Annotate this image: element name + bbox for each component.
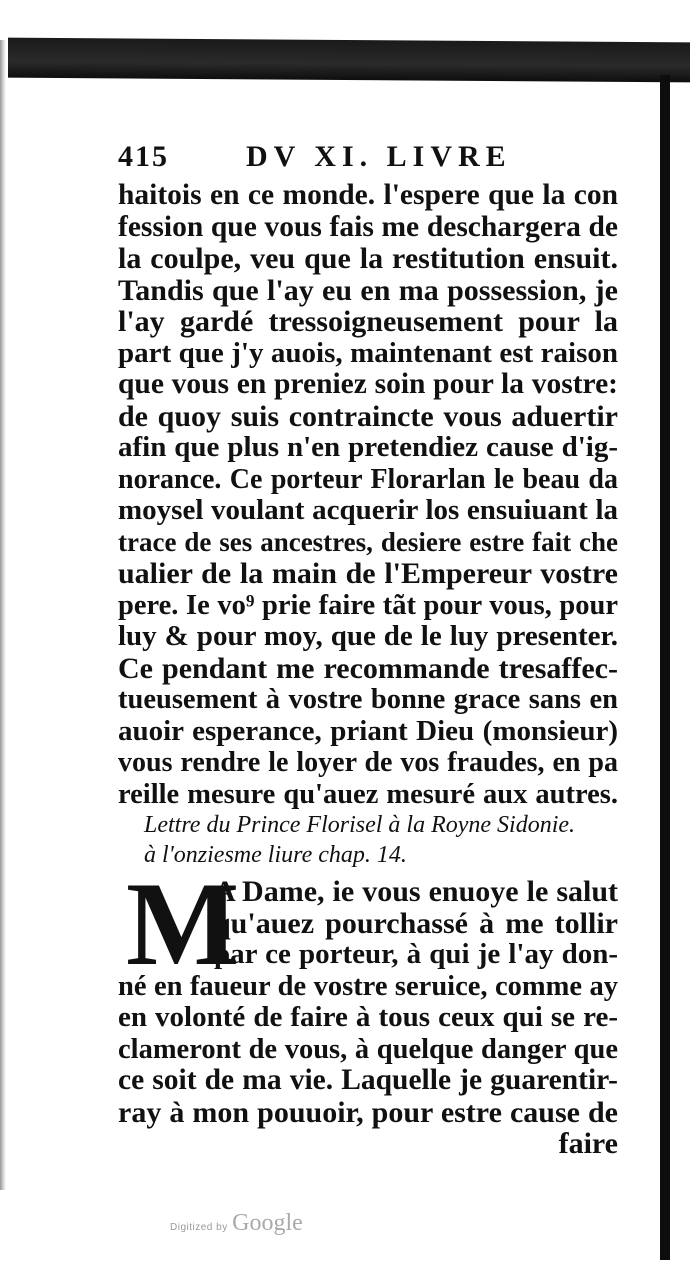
text-line: part que j'y auois, maintenant est raison xyxy=(118,336,618,369)
google-logo: Google xyxy=(232,1210,303,1236)
text-line: en volonté de faire à tous ceux qui se re- xyxy=(118,1001,618,1033)
page-number: 415 xyxy=(118,140,169,173)
text-line: tueusement à vostre bonne grace sans en xyxy=(118,684,618,715)
text-line: reille mesure qu'auez mesuré aux autres. xyxy=(118,778,618,810)
text-line: pere. Ie vo⁹ prie faire tãt pour vous, pour xyxy=(118,589,618,621)
text-line: trace de ses ancestres, desiere estre fait che xyxy=(118,526,618,557)
running-head: DV XI. LIVRE xyxy=(246,140,512,173)
text-line: l'ay gardé tressoigneusement pour la xyxy=(118,305,618,338)
text-line: fession que vous fais me deschargera de xyxy=(118,210,618,243)
text-line: luy & pour moy, que de le luy presenter. xyxy=(118,620,618,652)
text-line: Tandis que l'ay eu en ma possession, je xyxy=(118,273,618,307)
letter-text xyxy=(118,857,618,1160)
text-line: de quoy suis contraincte vous aduertir xyxy=(118,399,618,433)
letter-heading-line: Lettre du Prince Florisel à la Royne Sidonie. xyxy=(144,812,576,838)
text-line: norance. Ce porteur Florarlan le beau da xyxy=(118,463,618,495)
text-line: par ce porteur, à qui je l'ay don- xyxy=(214,938,618,970)
page-header xyxy=(118,140,618,180)
text-line: ray à mon pouuoir, pour estre cause de xyxy=(118,1095,618,1129)
text-line: qu'auez pourchassé à me tollir xyxy=(214,906,618,940)
book-page xyxy=(118,140,618,1160)
text-line: ce soit de ma vie. Laquelle je guarentir- xyxy=(118,1064,618,1096)
digitization-watermark xyxy=(170,1210,303,1237)
text-line: moysel voulant acquerir los ensuiuant la xyxy=(118,494,618,526)
text-line: auoir esperance, priant Dieu (monsieur) xyxy=(118,714,618,747)
text-line: clameront de vous, à quelque danger que xyxy=(118,1033,618,1065)
page-top-shadow xyxy=(8,38,690,83)
text-line: A Dame, ie vous enuoye le salut xyxy=(214,875,618,908)
text-line: Ce pendant me recommande tresaffec- xyxy=(118,651,618,685)
text-line: la coulpe, veu que la restitution ensuit. xyxy=(118,242,618,275)
body-text xyxy=(118,180,618,810)
text-line: que vous en preniez soin pour la vostre: xyxy=(118,368,618,400)
drop-cap: M xyxy=(126,857,240,990)
text-line: haitois en ce monde. l'espere que la con xyxy=(118,179,618,211)
digitized-by-text: Digitized by xyxy=(170,1222,228,1233)
catchword: faire xyxy=(558,1127,618,1160)
page-left-edge xyxy=(0,40,6,1190)
letter-heading-line: à l'onziesme liure chap. 14. xyxy=(144,842,407,868)
text-line: afin que plus n'en pretendiez cause d'ig- xyxy=(118,431,618,463)
text-line: né en faueur de vostre seruice, comme ay xyxy=(118,970,618,1002)
text-line: ualier de la main de l'Empereur vostre xyxy=(118,557,618,590)
page-right-border xyxy=(660,75,670,1260)
text-line: vous rendre le loyer de vos fraudes, en pa xyxy=(118,747,618,778)
